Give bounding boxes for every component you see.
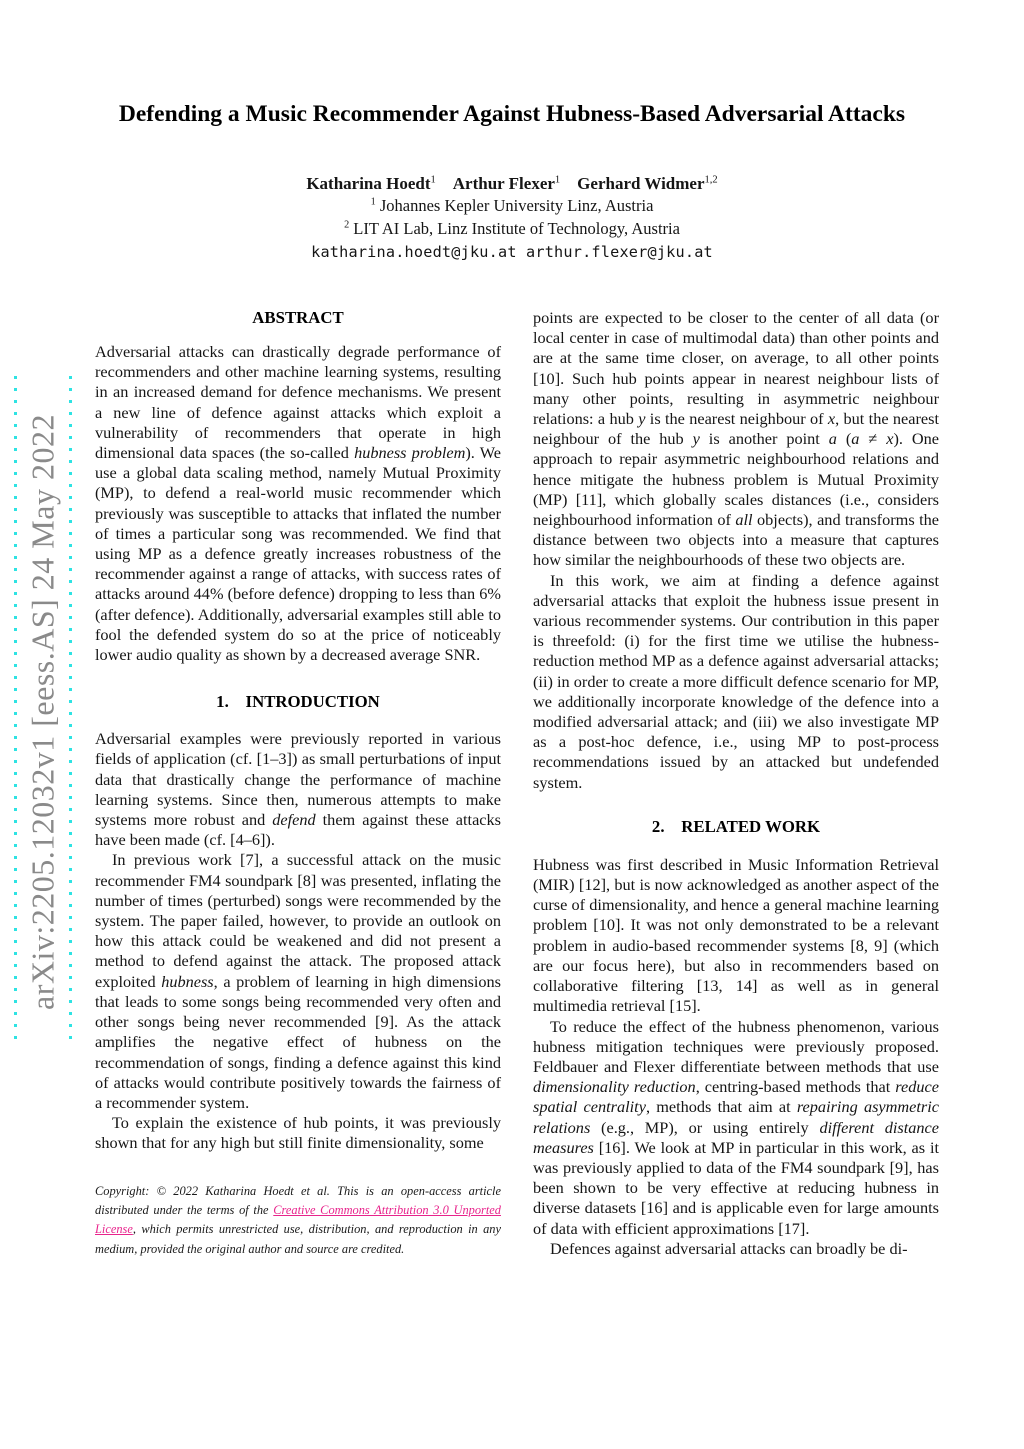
introduction-heading: 1. INTRODUCTION: [216, 692, 380, 712]
abstract-paragraph: Adversarial attacks can drastically degrade performance of recommenders and other machine learning systems, resulting in an increased demand for defence mechanisms. We present a new line of defence against attacks which exploit a vulnerability of recommenders that operate in high dimensional data spaces (the so-called hubness problem). We use a global data scaling method, namely Mutual Proximity (MP), to defend a real-world music recommender which previously was susceptible to attacks that inflated the number of times a particular song was recommended. We find that using MP as a defence greatly increases robustness of the recommender against a range of attacks, with success rates of attacks around 44% (before defence) dropping to less than 6% (after defence). Additionally, adversarial examples still able to fool the defended system do so at the price of noticeably lower audio quality as shown by a decreased average SNR.: [95, 342, 501, 665]
arxiv-dotted-line-right: [69, 376, 72, 1048]
affiliation-1: $^1$ Johannes Kepler University Linz, Austria: [370, 196, 654, 215]
authors-line: Katharina Hoedt$^1$ Arthur Flexer$^1$ Gerhard Widmer$^{1,2}$: [306, 174, 718, 193]
intro-paragraph-3: To explain the existence of hub points, it was previously shown that for any high but still finite dimensionality, some: [95, 1113, 501, 1153]
related-paragraph-3: Defences against adversarial attacks can broadly be di-: [550, 1238, 908, 1258]
abstract-heading: ABSTRACT: [252, 308, 344, 327]
arxiv-dotted-line-left: [14, 376, 17, 1048]
related-work-heading: 2. RELATED WORK: [651, 816, 821, 836]
hubness-continuation-paragraph: points are expected to be closer to the center of all data (or local center in case of multimodal data) than other points and are at the same time closer, on average, to all other points [10]. Such hub points appear in nearest neighbour lists of many other points, resulting in asymmetric neighbour relations: a hub y is the nearest neighbour of x, but the nearest neighbour of the hub y is another point a (a ≠ x). One approach to repair asymmetric neighbourhood relations and hence mitigate the hubness problem is Mutual Proximity (MP) [11], which globally scales distances (i.e., considers neighbourhood information of all objects), and transforms the distance between two objects into a measure that captures how similar the neighbourhoods of these two objects are.: [533, 308, 940, 570]
intro-paragraph-2: In previous work [7], a successful attack on the music recommender FM4 soundpark [8] was presented, inflating the number of times (perturbed) songs were recommended by the system. The paper failed, however, to provide an outlook on how this attack could be weakened and did not present a method to defend against the attack. The proposed attack exploited hubness, a problem of learning in high dimensions that leads to some songs being recommended very often and other songs being never recommended [9]. As the attack amplifies the negative effect of hubness on the recommendation of songs, finding a defence against this kind of attacks would contribute positively towards the fairness of a recommender system.: [95, 850, 502, 1112]
arxiv-watermark: [14, 376, 72, 1048]
contribution-paragraph: In this work, we aim at finding a defence against adversarial attacks that exploit the hubness issue present in various recommender systems. Our contribution in this paper is threefold: (i) for the first time we utilise the hubness-reduction method MP as a defence against adversarial attacks; (ii) in order to create a more difficult defence scenario for MP, we additionally incorporate knowledge of the defence into a modified adversarial attack; and (iii) we also investigate MP as a post-hoc defence, i.e., using MP to post-process recommendations issued by an attacked but undefended system.: [533, 570, 939, 792]
related-paragraph-2: To reduce the effect of the hubness phenomenon, various hubness mitigation techniques were previously proposed. Feldbauer and Flexer differentiate between methods that use dimensionality reduction, centring-based methods that reduce spatial centrality, methods that aim at repairing asymmetric relations (e.g., MP), or using entirely different distance measures [16]. We look at MP in particular in this work, as it was previously applied to data of the FM4 soundpark [9], has been shown to be very effective at reducing hubness in diverse datasets [16] and is applicable even for large amounts of data with efficient approximations [17].: [533, 1016, 940, 1238]
arxiv-identifier: arXiv:2205.12032v1 [eess.AS] 24 May 2022: [24, 414, 61, 1010]
left-column: [95, 308, 501, 1259]
intro-paragraph-1: Adversarial examples were previously reported in various fields of application (cf. [1–3]) as small perturbations of input data that drastically change the performance of machine learning systems. Since then, numerous attempts to make systems more robust and defend them against these attacks have been made (cf. [4–6]).: [95, 729, 501, 850]
right-column: [533, 308, 939, 1259]
cc-license-link[interactable]: Creative Commons Attribution 3.0 Unported License: [95, 1202, 501, 1237]
paper-title: Defending a Music Recommender Against Hubness-Based Adversarial Attacks: [118, 101, 906, 127]
affiliation-2: $^2$ LIT AI Lab, Linz Institute of Technology, Austria: [344, 218, 680, 238]
related-paragraph-1: Hubness was first described in Music Information Retrieval (MIR) [12], but is now acknowledged as another aspect of the curse of dimensionality, and hence a general machine learning problem [10]. It was not only demonstrated to be a relevant problem in audio-based recommender systems [8, 9] (which are our focus here), but also in recommenders based on collaborative filtering [13, 14] as well as in general multimedia retrieval [15].: [533, 854, 939, 1016]
copyright-footnote: Copyright: © 2022 Katharina Hoedt et al. This is an open-access article distributed under the terms of the Creative Commons Attribution 3.0 Unported License, which permits unrestricted use, distribution, and reproduction in any medium, provided the original author and source are credited.: [95, 1183, 501, 1256]
author-emails: katharina.hoedt@jku.at arthur.flexer@jku.at: [311, 243, 713, 261]
authors-block: [0, 172, 1024, 263]
